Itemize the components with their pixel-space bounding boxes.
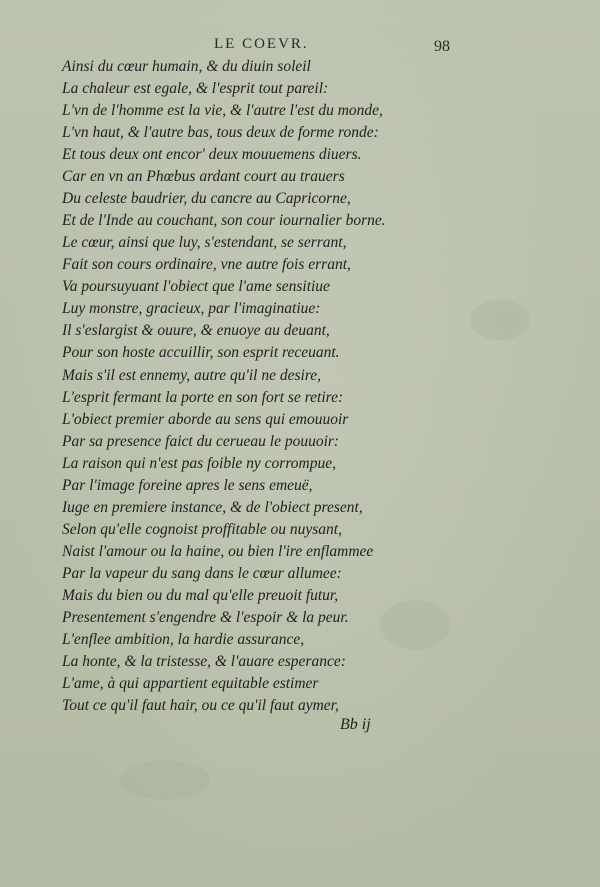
- verse-line: L'vn de l'homme est la vie, & l'autre l'est du monde,: [62, 102, 383, 120]
- running-head: LE COEVR.: [214, 36, 309, 52]
- verse-line: Le cœur, ainsi que luy, s'estendant, se serrant,: [62, 234, 347, 252]
- verse-line: Mais du bien ou du mal qu'elle preuoit futur,: [62, 586, 339, 604]
- verse-line: Va poursuyuant l'obiect que l'ame sensitiue: [62, 278, 330, 296]
- verse-line: Presentement s'engendre & l'espoir & la peur.: [62, 608, 349, 626]
- signature-mark: Bb ij: [340, 716, 371, 733]
- verse-line: La raison qui n'est pas foible ny corrompue,: [62, 454, 336, 472]
- verse-line: Naist l'amour ou la haine, ou bien l'ire enflammee: [62, 542, 374, 560]
- verse-line: Par la vapeur du sang dans le cœur allumee:: [62, 564, 342, 582]
- verse-line: Fait son cours ordinaire, vne autre fois errant,: [62, 256, 351, 274]
- verse-line: Et de l'Inde au couchant, son cour iournalier borne.: [62, 212, 386, 230]
- verse-line: Par sa presence faict du cerueau le pouuoir:: [62, 432, 340, 450]
- verse-line: Du celeste baudrier, du cancre au Capricorne,: [62, 190, 351, 208]
- verse-line: Ainsi du cœur humain, & du diuin soleil: [62, 58, 311, 75]
- verse-line: La honte, & la tristesse, & l'auare esperance:: [62, 652, 346, 670]
- verse-line: Iuge en premiere instance, & de l'obiect present,: [62, 498, 363, 516]
- verse-line: Tout ce qu'il faut hair, ou ce qu'il faut aymer,: [62, 697, 339, 714]
- verse-line: L'obiect premier aborde au sens qui emouuoir: [62, 410, 349, 428]
- verse-line: Par l'image foreine apres le sens emeuë,: [62, 476, 313, 494]
- verse-line: Car en vn an Phœbus ardant court au trauers: [62, 168, 345, 186]
- verse-line: La chaleur est egale, & l'esprit tout pareil:: [62, 80, 329, 97]
- verse-line: L'ame, à qui appartient equitable estimer: [62, 675, 319, 692]
- verse-line: Il s'eslargist & ouure, & enuoye au deuant,: [62, 322, 330, 340]
- verse-line: Luy monstre, gracieux, par l'imaginatiue:: [62, 300, 321, 318]
- page-number: 98: [434, 38, 450, 55]
- verse-line: L'enflee ambition, la hardie assurance,: [62, 630, 305, 648]
- verse-line: Selon qu'elle cognoist proffitable ou nuysant,: [62, 520, 342, 538]
- verse-line: Et tous deux ont encor' deux mouuemens diuers.: [62, 146, 362, 164]
- verse-line: Pour son hoste accuillir, son esprit receuant.: [62, 344, 340, 362]
- verse-line: L'vn haut, & l'autre bas, tous deux de forme ronde:: [62, 124, 379, 142]
- verse-line: L'esprit fermant la porte en son fort se retire:: [62, 388, 344, 406]
- verse-line: Mais s'il est ennemy, autre qu'il ne desire,: [62, 366, 322, 384]
